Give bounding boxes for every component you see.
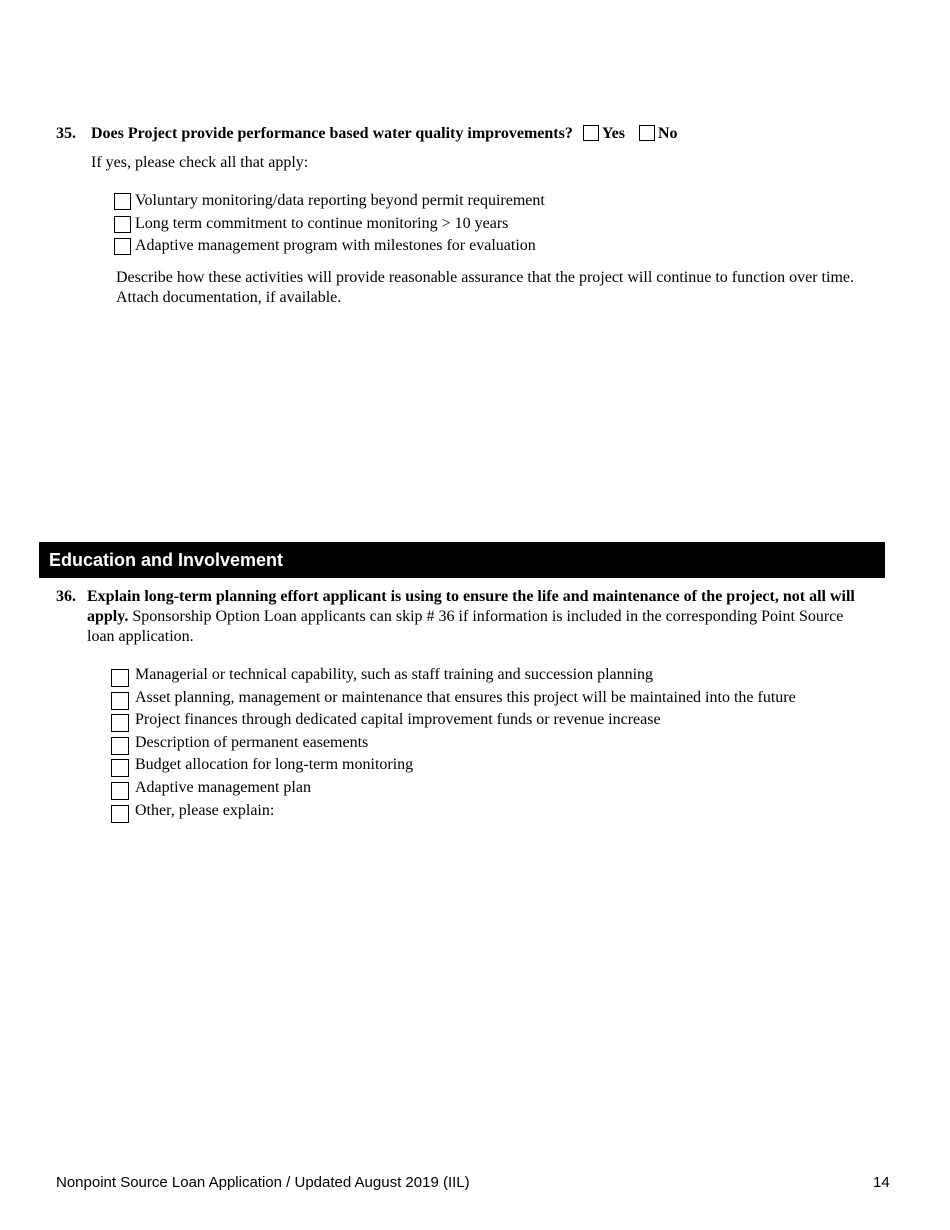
yes-label: Yes: [601, 125, 625, 142]
option-checkbox[interactable]: [111, 692, 129, 710]
option-checkbox[interactable]: [111, 669, 129, 687]
option-label: Project finances through dedicated capital improvement funds or revenue increase: [135, 711, 661, 729]
option-checkbox[interactable]: [111, 737, 129, 755]
footer-text: Nonpoint Source Loan Application / Updated August 2019 (IIL): [56, 1174, 470, 1191]
list-item: [114, 191, 545, 214]
question-35: [56, 124, 678, 144]
option-label: Budget allocation for long-term monitoring: [135, 756, 414, 774]
list-item: [111, 778, 796, 801]
option-label: Description of permanent easements: [135, 733, 369, 751]
option-label: Adaptive management program with milestones for evaluation: [135, 237, 536, 254]
no-checkbox[interactable]: [639, 125, 655, 141]
option-label: Other, please explain:: [135, 801, 275, 819]
question-36-bold-text: Explain long-term planning effort applicant is using to ensure the life and maintenance of the project, not all will apply.: [87, 588, 855, 625]
list-item: [111, 665, 796, 688]
question-36-note: Sponsorship Option Loan applicants can skip # 36 if information is included in the corresponding Point Source loan application.: [87, 608, 844, 645]
question-35-describe: Describe how these activities will provide reasonable assurance that the project will continue to function over time. Attach documentation, if available.: [116, 269, 854, 306]
question-36-text: [87, 587, 866, 647]
question-35-text: Does Project provide performance based water quality improvements?: [91, 125, 573, 142]
question-35-number: 35.: [56, 125, 76, 142]
list-item: [111, 710, 796, 733]
option-checkbox[interactable]: [114, 216, 131, 233]
option-checkbox[interactable]: [111, 782, 129, 800]
option-label: Managerial or technical capability, such as staff training and succession planning: [135, 666, 654, 683]
question-36-options: [111, 665, 796, 823]
list-item: [114, 236, 545, 259]
list-item: [111, 755, 796, 778]
list-item: [111, 688, 796, 711]
question-35-options: [114, 191, 545, 259]
yes-checkbox[interactable]: [583, 125, 599, 141]
option-label: Asset planning, management or maintenance that ensures this project will be maintained into the future: [135, 688, 796, 706]
option-checkbox[interactable]: [111, 759, 129, 777]
question-36-number: 36.: [56, 588, 76, 605]
option-checkbox[interactable]: [111, 714, 129, 732]
option-checkbox[interactable]: [114, 193, 131, 210]
option-label: Adaptive management plan: [135, 778, 311, 796]
option-label: Voluntary monitoring/data reporting beyond permit requirement: [135, 192, 545, 209]
list-item: [111, 801, 796, 824]
list-item: [111, 733, 796, 756]
option-label: Long term commitment to continue monitoring > 10 years: [135, 214, 509, 232]
option-checkbox[interactable]: [114, 238, 131, 255]
option-checkbox[interactable]: [111, 805, 129, 823]
question-36: [56, 587, 866, 647]
list-item: [114, 214, 545, 237]
no-label: No: [657, 125, 678, 142]
page-number: 14: [873, 1174, 890, 1191]
section-header: Education and Involvement: [39, 542, 885, 578]
question-35-subprompt: If yes, please check all that apply:: [91, 154, 309, 171]
